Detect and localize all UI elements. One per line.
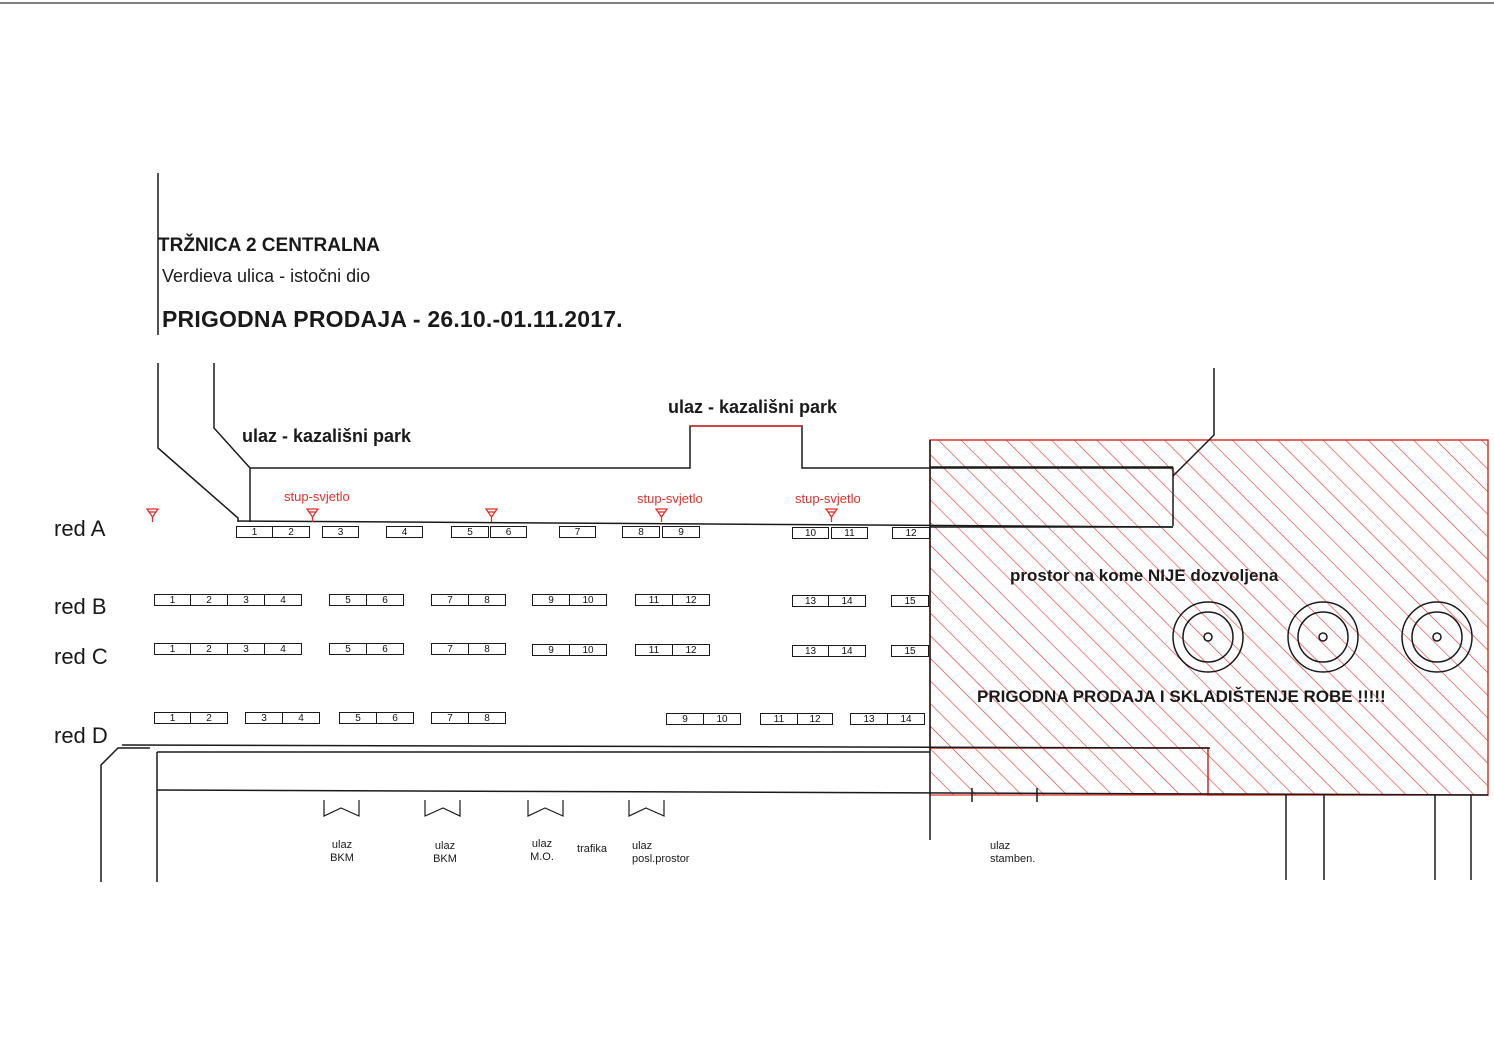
- stall-d-10: 10: [703, 713, 741, 725]
- row-label-b: red B: [54, 594, 107, 619]
- stall-c-3: 3: [227, 643, 265, 655]
- light-pole-icon: [147, 509, 158, 522]
- stall-d-14: 14: [887, 713, 925, 725]
- door-label-line1: ulaz: [990, 840, 1011, 852]
- door-label: [632, 840, 689, 866]
- stall-b-8: 8: [468, 594, 506, 606]
- stall-b-10: 10: [569, 594, 607, 606]
- door-label-line2: M.O.: [530, 851, 554, 863]
- door-icon: [528, 800, 563, 816]
- stall-c-1: 1: [154, 643, 191, 655]
- door-label-line2: posl.prostor: [632, 853, 690, 865]
- pillar-label: stup-svjetlo: [795, 491, 861, 506]
- light-pole-icon: [656, 509, 667, 522]
- entrance-label-center: ulaz - kazališni park: [668, 397, 838, 417]
- restricted-warning-line2: PRIGODNA PRODAJA I SKLADIŠTENJE ROBE !!!!!: [977, 687, 1386, 706]
- stall-a-8: 8: [622, 526, 660, 538]
- stall-a-7: 7: [559, 526, 596, 538]
- stall-c-2: 2: [190, 643, 228, 655]
- entrance-label-left: ulaz - kazališni park: [242, 426, 412, 446]
- stall-a-6: 6: [490, 526, 527, 538]
- stall-a-12: 12: [892, 527, 930, 539]
- stall-b-11: 11: [635, 594, 673, 606]
- stall-c-10: 10: [569, 644, 607, 656]
- door-label-line2: stamben.: [990, 853, 1036, 865]
- kiosk-label-line1: trafika: [577, 843, 607, 855]
- stall-d-7: 7: [431, 712, 469, 724]
- door-label-line1: ulaz: [434, 840, 456, 852]
- stall-c-6: 6: [366, 643, 404, 655]
- stall-c-4: 4: [264, 643, 302, 655]
- restricted-zone: [930, 440, 1488, 795]
- stall-d-13: 13: [850, 713, 888, 725]
- stall-d-6: 6: [376, 712, 414, 724]
- stall-d-5: 5: [339, 712, 377, 724]
- stall-d-11: 11: [760, 713, 798, 725]
- row-label-a: red A: [54, 516, 106, 541]
- stall-b-1: 1: [154, 594, 191, 606]
- page-subtitle: Verdieva ulica - istočni dio: [162, 266, 371, 286]
- door-label-line1: ulaz: [331, 839, 353, 851]
- door-label-line1: ulaz: [531, 838, 553, 850]
- kiosk-label: [572, 843, 612, 856]
- stall-b-2: 2: [190, 594, 228, 606]
- stall-d-2: 2: [190, 712, 228, 724]
- door-label-line2: BKM: [433, 853, 457, 865]
- restricted-warning-line1: prostor na kome NIJE dozvoljena: [1010, 566, 1279, 585]
- stall-a-2: 2: [272, 526, 310, 538]
- stall-b-12: 12: [672, 594, 710, 606]
- row-label-c: red C: [54, 644, 108, 669]
- stall-d-12: 12: [797, 713, 833, 725]
- pillar-label: stup-svjetlo: [284, 489, 350, 504]
- stall-b-13: 13: [792, 595, 829, 607]
- stall-c-14: 14: [828, 645, 866, 657]
- door-label-line1: ulaz: [632, 840, 653, 852]
- stall-d-3: 3: [245, 712, 283, 724]
- stall-b-5: 5: [329, 594, 367, 606]
- light-pole-icon: [486, 509, 497, 522]
- light-pole-icon: [307, 509, 318, 522]
- stall-a-3: 3: [322, 526, 359, 538]
- door-label: [322, 839, 362, 865]
- stall-c-13: 13: [792, 645, 829, 657]
- row-label-d: red D: [54, 723, 108, 748]
- stall-a-10: 10: [792, 527, 829, 539]
- door-label: [425, 840, 465, 866]
- light-pole-icon: [826, 509, 837, 522]
- stall-c-9: 9: [532, 644, 570, 656]
- stall-a-5: 5: [451, 526, 489, 538]
- stall-d-4: 4: [282, 712, 320, 724]
- pillar-label: stup-svjetlo: [637, 491, 703, 506]
- stall-c-5: 5: [329, 643, 367, 655]
- stall-c-8: 8: [468, 643, 506, 655]
- door-label: [990, 840, 1035, 866]
- stall-d-9: 9: [666, 713, 704, 725]
- stall-a-1: 1: [236, 526, 273, 538]
- stall-d-1: 1: [154, 712, 191, 724]
- stall-b-4: 4: [264, 594, 302, 606]
- stall-b-9: 9: [532, 594, 570, 606]
- stall-b-6: 6: [366, 594, 404, 606]
- stall-c-11: 11: [635, 644, 673, 656]
- stall-a-4: 4: [386, 526, 423, 538]
- stall-a-9: 9: [662, 526, 700, 538]
- door-icon: [324, 800, 359, 816]
- stall-d-8: 8: [468, 712, 506, 724]
- stall-b-3: 3: [227, 594, 265, 606]
- door-icon: [425, 800, 460, 816]
- stall-b-15: 15: [891, 595, 929, 607]
- door-icon: [629, 800, 664, 816]
- stall-c-12: 12: [672, 644, 710, 656]
- door-label: [522, 838, 562, 864]
- stall-a-11: 11: [831, 527, 868, 539]
- page-title: TRŽNICA 2 CENTRALNA: [158, 235, 381, 256]
- event-title: PRIGODNA PRODAJA - 26.10.-01.11.2017.: [162, 306, 623, 332]
- door-label-line2: BKM: [330, 852, 354, 864]
- stall-b-7: 7: [431, 594, 469, 606]
- stall-c-7: 7: [431, 643, 469, 655]
- stall-b-14: 14: [828, 595, 866, 607]
- stall-c-15: 15: [891, 645, 929, 657]
